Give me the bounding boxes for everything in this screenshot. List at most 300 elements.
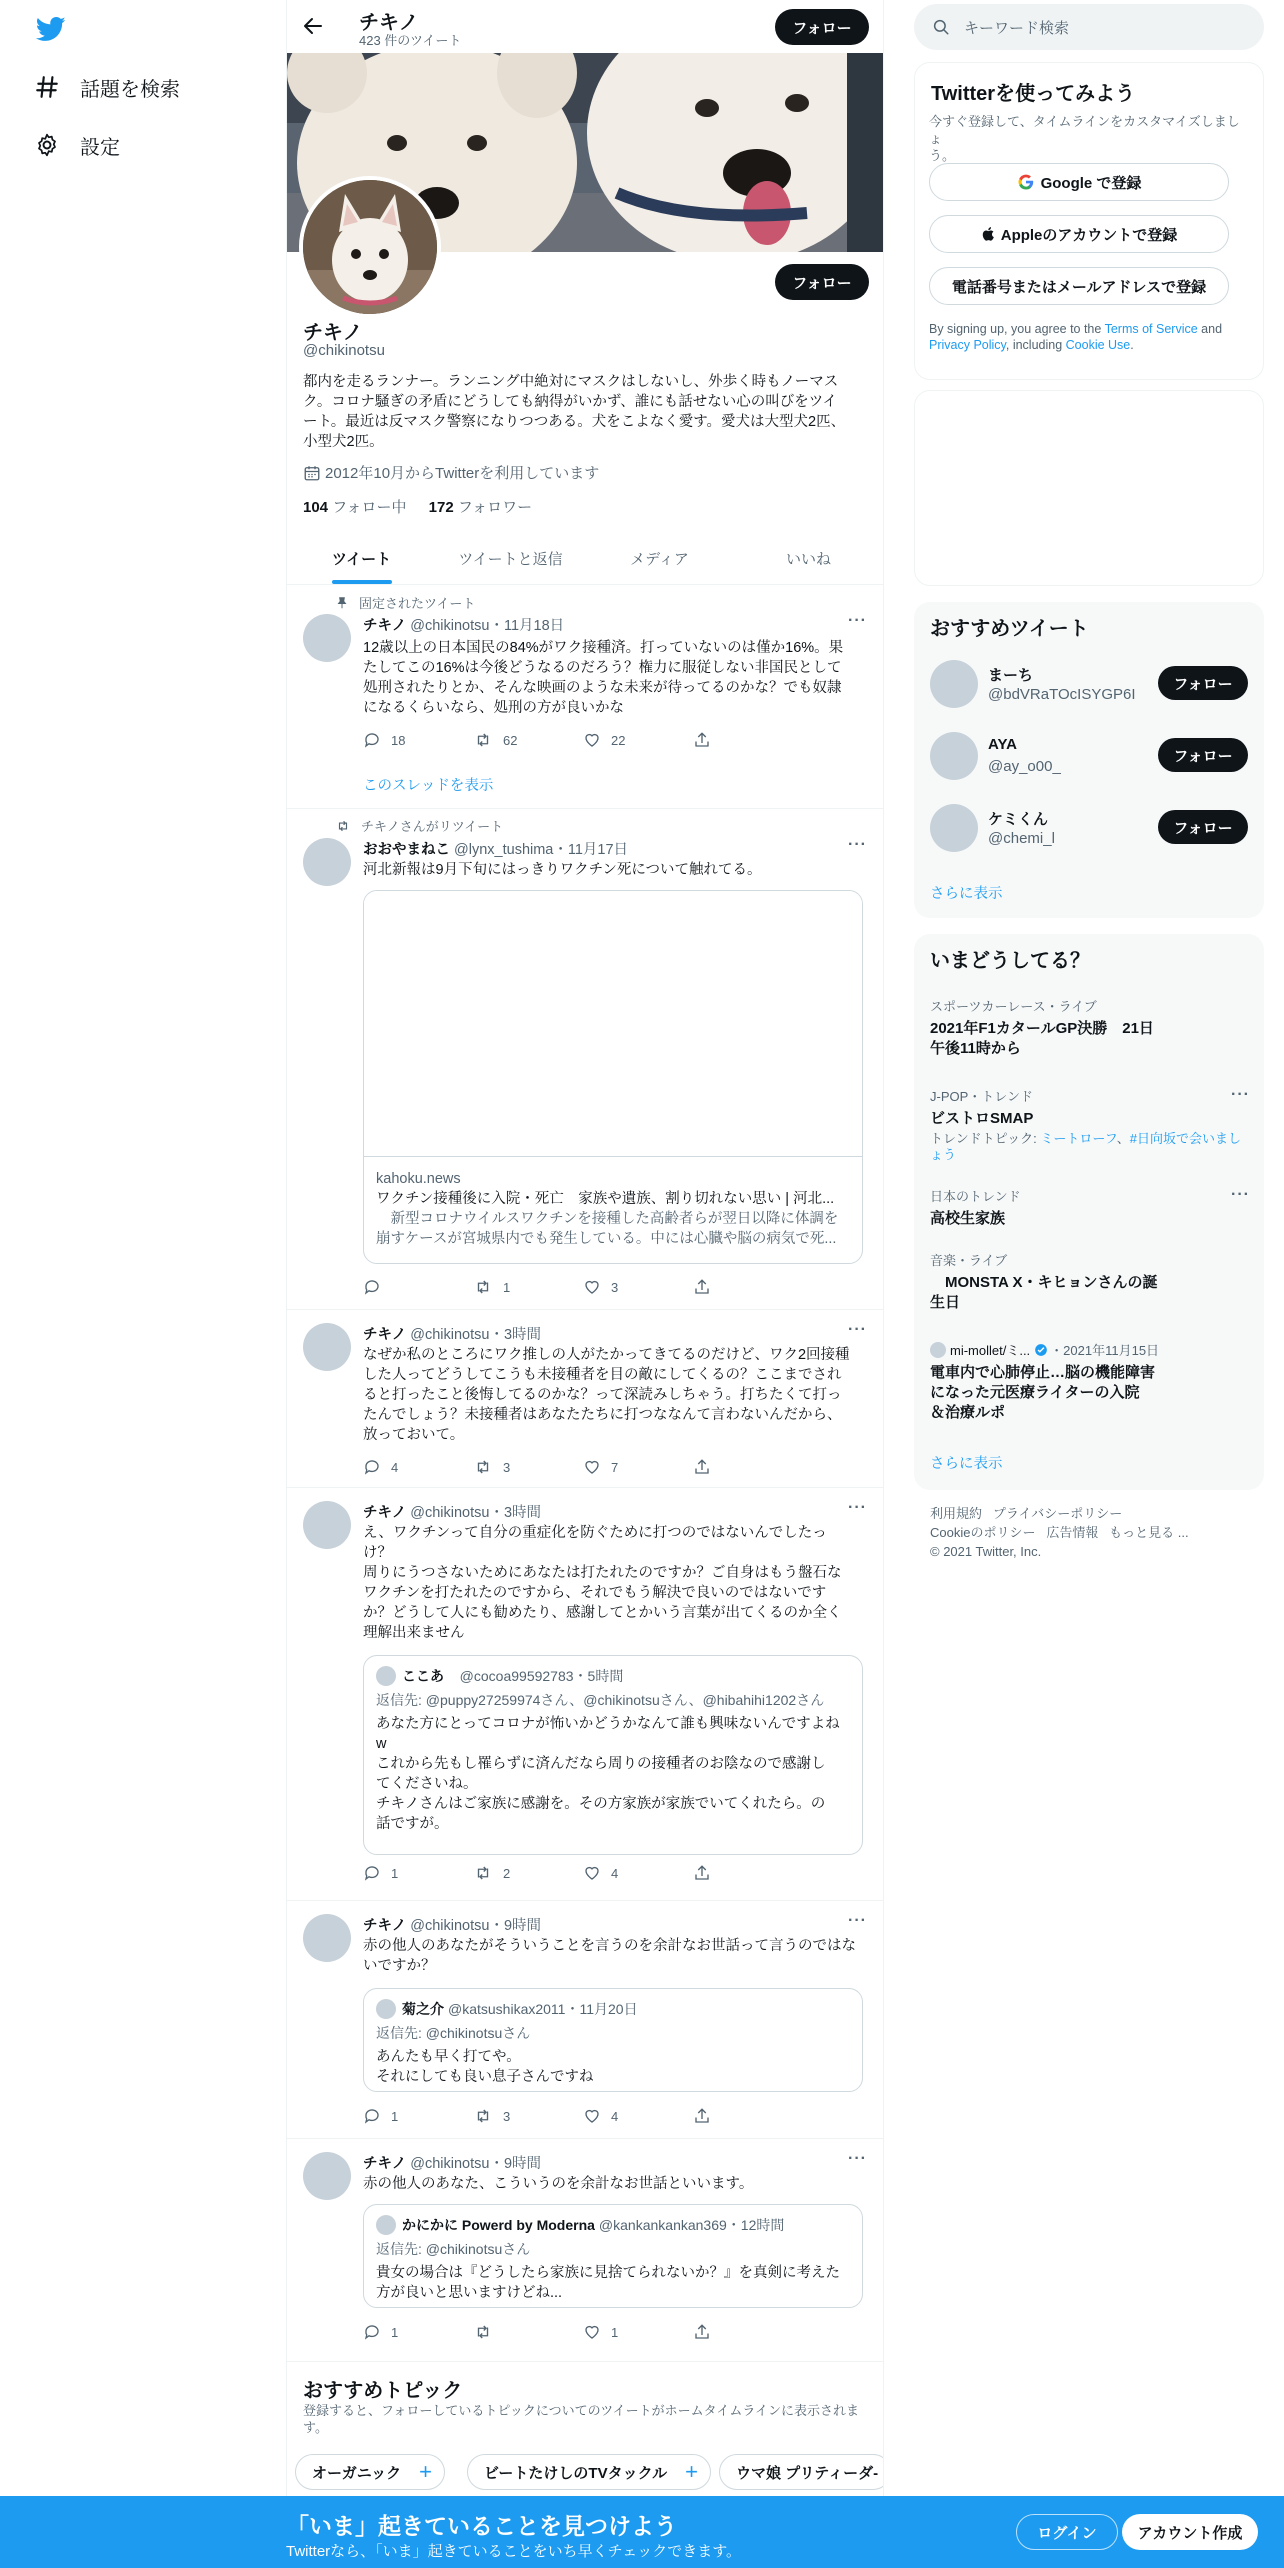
share-icon [693, 2107, 711, 2125]
quoted-text [376, 2263, 850, 2303]
avatar[interactable] [303, 1914, 351, 1962]
quoted-text [376, 1714, 850, 1834]
quoted-line: w [376, 1736, 387, 1752]
reply-button[interactable] [363, 2322, 473, 2342]
tweet-time[interactable]: 11月17日 [567, 842, 629, 858]
retweeted-by-label: チキノさんがリツイート [361, 819, 504, 834]
trend-topic-link[interactable]: ょう [930, 1147, 957, 1162]
tweet-header: おおやまねこ @lynx_tushima・11月17日 [363, 842, 629, 858]
link-card-image [364, 891, 862, 1157]
bottom-bar-subtitle: Twitterなら、「いま」起きていることをいち早くチェックできます。 [286, 2543, 742, 2560]
plus-icon: + [685, 2459, 698, 2484]
nav-settings[interactable] [34, 125, 120, 165]
footer-cookie-link[interactable]: Cookieのポリシー [930, 1525, 1036, 1540]
tweet-actions [363, 2322, 803, 2342]
link-card-domain: kahoku.news [376, 1171, 461, 1187]
tweet-line: 理解出来ません [363, 1625, 465, 1641]
apple-signup-label: Appleのアカウントで登録 [1000, 226, 1178, 244]
trend-title-line: になった元医療ライターの入院 [930, 1384, 1140, 1401]
avatar[interactable] [303, 1501, 351, 1549]
tweet[interactable] [287, 1902, 883, 2139]
trend-topic-link[interactable]: ミートローフ [1040, 1131, 1117, 1146]
topic-chip[interactable] [295, 2454, 445, 2490]
quoted-text [376, 2047, 850, 2087]
recommended-account[interactable] [930, 658, 1250, 710]
tweet-author-handle[interactable]: @chikinotsu [410, 1505, 490, 1521]
tweet-text [363, 638, 863, 718]
like-count: 1 [611, 2324, 619, 2340]
tweet-header: チキノ @chikinotsu・9時間 [363, 1918, 542, 1934]
tweet-line: ワクチンを打たれたのですから、それでもう解決で良いのではないです [363, 1585, 827, 1601]
tweet-author-name[interactable]: チキノ [363, 1505, 407, 1521]
trends-more-link[interactable]: さらに表示 [930, 1456, 1003, 1472]
search-placeholder: キーワード検索 [964, 19, 1070, 37]
tweet-author-name[interactable]: チキノ [363, 2156, 407, 2172]
login-button[interactable]: ログイン [1016, 2514, 1118, 2550]
tweet-line: え、ワクチンって自分の重症化を防ぐために打つのではないんでしたっ [363, 1525, 827, 1541]
tweet[interactable] [287, 1489, 883, 1901]
tweet-actions [363, 730, 803, 750]
follow-button[interactable]: フォロー [1158, 738, 1248, 772]
tweet-text [363, 1936, 863, 1976]
following-link[interactable] [303, 499, 406, 516]
show-thread-link[interactable]: このスレッドを表示 [363, 778, 494, 794]
quoted-line: これから先もし罹らずに済んだなら周りの接種者のお陰なので感謝し [376, 1756, 826, 1772]
twitter-logo-icon[interactable] [34, 14, 68, 44]
trend-title [930, 1019, 1250, 1059]
tweet-line: たんでしょう？未接種者はあなたたちに打つななんて言わないんだから、 [363, 1407, 842, 1423]
topic-chip[interactable] [467, 2454, 711, 2490]
search-input[interactable] [914, 4, 1264, 50]
tweet-time[interactable]: 9時間 [503, 1918, 542, 1934]
bottom-signup-bar [0, 2496, 1284, 2568]
tweet-line: した人ってどうしてこうも未接種者を目の敵にしてくるの？ここまでされ [363, 1367, 842, 1383]
topics-subtitle-line: す。 [303, 2420, 328, 2435]
tweet-actions [363, 1457, 803, 1477]
trends-panel [914, 934, 1264, 1490]
privacy-link[interactable]: Privacy Policy [929, 338, 1006, 352]
like-button[interactable] [583, 1457, 693, 1477]
like-count: 4 [611, 2108, 619, 2124]
quoted-tweet-header: 菊之介 @katsushikax2011 ・ 11月20日 [376, 1999, 850, 2019]
tab-likes[interactable]: いいね [785, 550, 831, 568]
pinned-label: 固定されたツイート [359, 596, 476, 611]
account-handle: @bdVRaTOcISYGP6I [988, 686, 1136, 703]
tweet-line: 周りにうつさないためにあなたは打たれたのですか？ご自身はもう盤石な [363, 1565, 842, 1581]
more-icon[interactable]: ··· [1231, 1186, 1250, 1203]
trend-title [930, 1363, 1250, 1423]
hashtag-icon [34, 74, 60, 100]
tweet-author-name[interactable]: チキノ [363, 1327, 407, 1343]
follow-button[interactable]: フォロー [1158, 666, 1248, 700]
quoted-line: あなた方にとってコロナが怖いかどうかなんて誰も興味ないんですよね [376, 1716, 840, 1732]
tweet-text: 赤の他人のあなた、こういうのを余計なお世話といいます。 [363, 2176, 754, 2192]
tweet[interactable] [287, 2140, 883, 2362]
heart-icon [583, 1864, 601, 1882]
retweet-icon [473, 731, 493, 749]
tweet-time[interactable]: 3時間 [503, 1505, 542, 1521]
profile-name: チキノ [303, 322, 363, 344]
share-icon [693, 731, 711, 749]
trend-title-line: 2021年F1カタールGP決勝 21日 [930, 1020, 1154, 1037]
reply-button[interactable] [363, 2106, 473, 2126]
recommended-account[interactable] [930, 730, 1250, 782]
tweet[interactable] [287, 1311, 883, 1488]
right-sidebar [884, 0, 1284, 2568]
tweet-time[interactable]: 11月18日 [503, 618, 565, 634]
recommended-account[interactable] [930, 802, 1250, 854]
share-icon [693, 2323, 711, 2341]
tweet-author-handle[interactable]: @chikinotsu [410, 2156, 490, 2172]
quoted-time: 12時間 [740, 2217, 785, 2233]
search-icon [932, 18, 950, 36]
tweet-line: 赤の他人のあなたがそういうことを言うのを余計なお世話って言うのではな [363, 1938, 856, 1954]
retweet-count: 2 [503, 1865, 511, 1881]
tweet-header: チキノ @chikinotsu・9時間 [363, 2156, 542, 2172]
tweet-line: 処刑されたりとか、そんな映画のような未来が待ってるのかな？でも奴隷 [363, 680, 842, 696]
tweet-text [363, 1345, 863, 1445]
more-icon[interactable]: ··· [1231, 1086, 1250, 1103]
retweet-button[interactable] [473, 1457, 583, 1477]
link-card-desc: 崩すケースが宮城県内でも発生している。中には心臓や脳の病気で死... [376, 1231, 837, 1247]
tweet-actions [363, 1863, 803, 1883]
profile-handle: @chikinotsu [303, 342, 385, 359]
avatar [930, 804, 978, 852]
retweet-button[interactable] [473, 1863, 583, 1883]
heart-icon [583, 1458, 601, 1476]
trend-title: ビストロSMAP [930, 1110, 1034, 1127]
tweet-line: 12歳以上の日本国民の84%がワク接種済。打っていないのは僅か16%。果 [363, 640, 844, 656]
google-icon [1017, 173, 1035, 191]
following-count: 104 [303, 499, 329, 516]
quoted-line: 話ですが。 [376, 1816, 449, 1832]
trends-title: いまどうしてる？ [930, 950, 1090, 972]
trend-time: ・2021年11月15日 [1050, 1343, 1160, 1358]
trend-item[interactable] [930, 1340, 1250, 1423]
tweet-author-handle[interactable]: @chikinotsu [410, 1918, 490, 1934]
tweet-author-name[interactable]: チキノ [363, 618, 407, 634]
signup-terms [929, 321, 1253, 353]
retweet-button[interactable] [473, 1277, 583, 1297]
quoted-tweet[interactable] [363, 2204, 863, 2308]
avatar [376, 1666, 396, 1686]
avatar [930, 660, 978, 708]
retweet-count: 62 [503, 732, 518, 748]
nav-settings-label: 設定 [80, 136, 120, 159]
quoted-author-handle: @kankankankan369 [598, 2217, 727, 2233]
avatar [930, 732, 978, 780]
reply-icon [363, 1864, 381, 1882]
account-handle: @chemi_l [988, 830, 1055, 847]
quoted-tweet-header: かにかに Powerd by Moderna @kankankankan369 ・ 12時間 [376, 2215, 850, 2235]
follow-button[interactable]: フォロー [1158, 810, 1248, 844]
retweet-icon [473, 1864, 493, 1882]
tweet-header: チキノ @chikinotsu・3時間 [363, 1505, 542, 1521]
quoted-tweet[interactable] [363, 1655, 863, 1855]
retweet-icon [473, 2107, 493, 2125]
trend-meta: 音楽・ライブ [930, 1253, 1008, 1268]
share-button[interactable] [693, 730, 803, 750]
tweet-header: チキノ @chikinotsu・11月18日 [363, 618, 565, 634]
terms-text: , including [1005, 338, 1066, 352]
avatar [376, 1999, 396, 2019]
profile-header-bar [287, 0, 883, 53]
topics-subtitle [303, 2402, 863, 2436]
followers-label: フォロワー [457, 499, 533, 516]
trend-meta: 日本のトレンド [930, 1189, 1021, 1204]
tweet[interactable] [287, 810, 883, 1310]
google-signup-label: Google で登録 [1040, 174, 1142, 192]
trend-title-line: 生日 [930, 1294, 961, 1311]
reply-button[interactable] [363, 1457, 473, 1477]
like-button[interactable] [583, 1277, 693, 1297]
profile-follow-stats [303, 496, 532, 517]
account-name: AYA [988, 736, 1017, 753]
like-button[interactable] [583, 2106, 693, 2126]
quoted-author-name: かにかに Powerd by Moderna [402, 2217, 595, 2233]
trend-title-line: 午後11時から [930, 1040, 1021, 1057]
quoted-time: 11月20日 [579, 2001, 638, 2017]
tweet-time[interactable]: 3時間 [503, 1327, 542, 1343]
followers-link[interactable] [429, 499, 532, 516]
tweet-actions [363, 1277, 803, 1297]
retweet-icon [473, 2323, 493, 2341]
quoted-line: 方が良いと思いますけどね... [376, 2285, 563, 2301]
topics-title: おすすめトピック [303, 2380, 463, 2402]
like-count: 3 [611, 1279, 619, 1295]
tweet-author-handle[interactable]: @chikinotsu [410, 618, 490, 634]
header-follow-button[interactable]: フォロー [775, 9, 869, 45]
footer-terms-link[interactable]: 利用規約 [930, 1506, 983, 1521]
share-button[interactable] [693, 1277, 803, 1297]
terms-link[interactable]: Terms of Service [1104, 322, 1198, 336]
tweet[interactable] [287, 586, 883, 809]
trend-item[interactable] [930, 1086, 1250, 1163]
retweet-context [335, 816, 503, 835]
account-name: ケミくん [988, 811, 1049, 828]
reply-button[interactable] [363, 730, 473, 750]
create-account-button[interactable]: アカウント作成 [1122, 2514, 1258, 2550]
tab-tweets-and-replies[interactable]: ツイートと返信 [458, 550, 563, 568]
retweet-icon [335, 819, 351, 833]
trend-title-line: 電車内で心肺停止…脳の機能障害 [930, 1364, 1156, 1381]
tweet-time[interactable]: 9時間 [503, 2156, 542, 2172]
bottom-bar-title: 「いま」起きていることを見つけよう [286, 2513, 677, 2539]
tweet-line: ると打ったこと後悔してるのかな？って深読みしちゃう。打ちたくて打っ [363, 1387, 842, 1403]
recommended-panel [914, 602, 1264, 918]
bio-line: ート。最近は反マスク警察になりつつある。犬をこよなく愛す。愛犬は大型犬2匹、 [303, 414, 846, 430]
nav-explore-label: 話題を検索 [80, 78, 180, 101]
avatar [930, 1342, 946, 1358]
heart-icon [583, 1278, 601, 1296]
tweet-line: いですか？ [363, 1958, 436, 1974]
reply-icon [363, 731, 381, 749]
quoted-reply-to: 返信先: @chikinotsuさん [376, 2241, 531, 2257]
retweet-button[interactable] [473, 2322, 583, 2342]
left-nav [0, 0, 286, 2568]
reply-icon [363, 2107, 381, 2125]
apple-signup-button[interactable] [929, 215, 1229, 253]
tweet-actions [363, 2106, 803, 2126]
tweet-line: なぜか私のところにワク推しの人がたかってきてるのだけど、ワク2回接種 [363, 1347, 850, 1363]
reply-button[interactable] [363, 1277, 473, 1297]
reply-count: 4 [391, 1459, 399, 1475]
retweet-icon [473, 1278, 493, 1296]
link-card-desc: 新型コロナウイルスワクチンを接種した高齢者らが翌日以降に体調を [376, 1211, 839, 1227]
reply-count: 1 [391, 1865, 399, 1881]
quoted-reply-to: 返信先: @chikinotsuさん [376, 2025, 531, 2041]
quoted-author-name: ここあ [402, 1668, 444, 1684]
tweet-author-handle[interactable]: @lynx_tushima [454, 842, 554, 858]
google-signup-button[interactable] [929, 163, 1229, 201]
reply-icon [363, 2323, 381, 2341]
back-arrow-icon[interactable] [301, 14, 325, 38]
retweet-count: 3 [503, 1459, 511, 1475]
quoted-line: 貴女の場合は『どうしたら家族に見捨てられないか？』を真剣に考えた [376, 2265, 840, 2281]
like-button[interactable] [583, 2322, 693, 2342]
footer-ads-link[interactable]: 広告情報 [1046, 1525, 1099, 1540]
account-name: まーち [988, 667, 1034, 684]
phone-email-signup-button[interactable]: 電話番号またはメールアドレスで登録 [929, 267, 1229, 305]
tweet-line: 放っておいて。 [363, 1427, 465, 1443]
tweet-author-handle[interactable]: @chikinotsu [410, 1327, 490, 1343]
trend-title: 高校生家族 [930, 1210, 1006, 1227]
nav-explore[interactable] [34, 67, 180, 107]
gear-icon [34, 132, 60, 158]
more-icon[interactable]: ··· [848, 2150, 867, 2167]
more-icon[interactable]: ··· [848, 836, 867, 853]
reply-count: 1 [391, 2324, 399, 2340]
share-button[interactable] [693, 1863, 803, 1883]
heart-icon [583, 2323, 601, 2341]
tweet-header: チキノ @chikinotsu・3時間 [363, 1327, 542, 1343]
footer-copyright: © 2021 Twitter, Inc. [930, 1544, 1042, 1559]
profile-follow-button[interactable]: フォロー [775, 264, 869, 300]
trend-item[interactable] [930, 996, 1250, 1059]
trend-item[interactable] [930, 1186, 1250, 1229]
quoted-reply-to: 返信先: @puppy27259974さん、@chikinotsuさん、@hibahihi1202さん [376, 1692, 825, 1708]
more-icon[interactable]: ··· [848, 1321, 867, 1338]
cookie-link[interactable]: Cookie Use [1065, 338, 1131, 352]
quoted-line: あんたも早く打てや。 [376, 2049, 521, 2065]
header-tweet-count: 423 件のツイート [359, 33, 462, 48]
like-count: 4 [611, 1865, 619, 1881]
trend-topic-link[interactable]: #日向坂で会いまし [1129, 1131, 1241, 1146]
tweet-line: になるくらいなら、処刑の方が良いかな [363, 700, 624, 716]
pin-icon [335, 596, 349, 610]
trend-subtitle: トレンドトピック: ミートローフ、#日向坂で会いまし ょう [930, 1131, 1241, 1162]
share-icon [693, 1864, 711, 1882]
tweet-line: か？どうして人にも勧めたり、感謝してとかいう言葉が出てくるのか全く [363, 1605, 842, 1621]
topics-subtitle-line: 登録すると、フォローしているトピックについてのツイートがホームタイムラインに表示されま [303, 2403, 860, 2418]
retweet-button[interactable] [473, 730, 583, 750]
bio-line: ク。コロナ騒ぎの矛盾にどうしても納得がいかず、誰にも話せない心の叫びをツイ [303, 394, 838, 410]
tweet-text [363, 1523, 863, 1643]
avatar[interactable] [303, 614, 351, 662]
followers-count: 172 [428, 499, 454, 516]
like-button[interactable] [583, 1863, 693, 1883]
reply-button[interactable] [363, 1863, 473, 1883]
tweet-line: たしてこの16%は今後どうなるのだろう？権力に服従しない非国民として [363, 660, 842, 676]
quoted-tweet[interactable] [363, 1988, 863, 2092]
like-button[interactable] [583, 730, 693, 750]
terms-text: . [1130, 338, 1134, 352]
share-button[interactable] [693, 2322, 803, 2342]
more-icon[interactable]: ··· [848, 1499, 867, 1516]
like-count: 7 [611, 1459, 619, 1475]
share-icon [693, 1278, 711, 1296]
topic-chip[interactable] [719, 2454, 884, 2490]
more-icon[interactable]: ··· [848, 1912, 867, 1929]
quoted-tweet-header: ここあ @cocoa99592783 ・ 5時間 [376, 1666, 850, 1686]
trend-meta [930, 1340, 1250, 1359]
trend-meta: J-POP・トレンド [930, 1089, 1033, 1104]
account-handle: @ay_o00_ [988, 758, 1061, 775]
avatar[interactable] [303, 1323, 351, 1371]
share-button[interactable] [693, 2106, 803, 2126]
more-icon[interactable]: ··· [848, 612, 867, 629]
footer-links [930, 1504, 1230, 1561]
quoted-author-handle: @katsushikax2011 [448, 2001, 566, 2017]
share-icon [693, 1458, 711, 1476]
trend-meta: スポーツカーレース・ライブ [930, 999, 1097, 1014]
joined-text: 2012年10月からTwitterを利用しています [325, 465, 600, 482]
profile-avatar[interactable] [299, 176, 441, 318]
profile-joined [303, 462, 599, 483]
signup-panel [914, 62, 1264, 380]
retweet-icon [473, 1458, 493, 1476]
topic-chip-label: オーガニック [312, 2464, 402, 2482]
link-card-title: ワクチン接種後に入院・死亡 家族や遺族、割り切れない思い | 河北... [376, 1191, 835, 1207]
footer-more-link[interactable]: もっと見る ... [1109, 1525, 1189, 1540]
avatar[interactable] [303, 2152, 351, 2200]
link-card[interactable] [363, 890, 863, 1264]
trend-title-line: MONSTA X・キヒョンさんの誕 [930, 1274, 1158, 1291]
tweet-author-name[interactable]: おおやまねこ [363, 842, 450, 858]
tab-tweets[interactable]: ツイート [287, 532, 436, 584]
profile-column [286, 0, 884, 2568]
retweet-button[interactable] [473, 2106, 583, 2126]
avatar [376, 2215, 396, 2235]
like-count: 22 [611, 732, 626, 748]
tweet-author-name[interactable]: チキノ [363, 1918, 407, 1934]
quoted-line: チキノさんはご家族に感謝を。その方家族が家族でいてくれたら。の [376, 1796, 826, 1812]
recommended-more-link[interactable]: さらに表示 [930, 886, 1003, 902]
trend-title [930, 1273, 1250, 1313]
signup-title: Twitterを使ってみよう [931, 83, 1136, 105]
tweet-line: け？ [363, 1545, 392, 1561]
avatar[interactable] [303, 838, 351, 886]
trend-item[interactable] [930, 1250, 1250, 1313]
quoted-author-name: 菊之介 [402, 2001, 444, 2017]
quoted-author-handle: @cocoa99592783 [459, 1668, 574, 1684]
quoted-line: それにしても良い息子さんですね [376, 2069, 594, 2085]
header-name: チキノ [359, 12, 419, 34]
reply-icon [363, 1458, 381, 1476]
reply-icon [363, 1278, 381, 1296]
share-button[interactable] [693, 1457, 803, 1477]
footer-privacy-link[interactable]: プライバシーポリシー [992, 1506, 1123, 1521]
recommended-title: おすすめツイート [930, 618, 1089, 640]
tab-media[interactable]: メディア [630, 550, 689, 568]
empty-panel [914, 390, 1264, 586]
reply-count: 1 [391, 2108, 399, 2124]
topic-chip-label: ウマ娘 プリティーダ- [736, 2464, 879, 2482]
quoted-time: 5時間 [587, 1668, 624, 1684]
apple-icon [981, 225, 997, 243]
reply-count: 18 [391, 732, 406, 748]
heart-icon [583, 2107, 601, 2125]
